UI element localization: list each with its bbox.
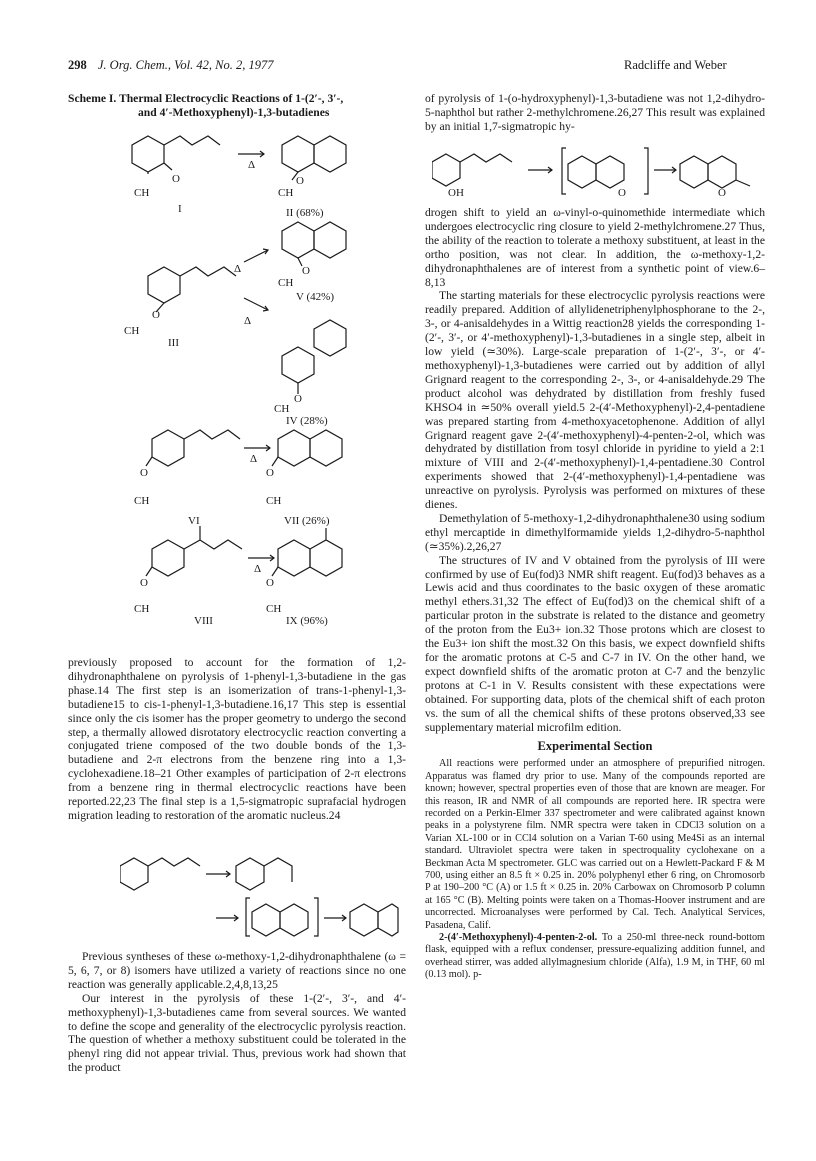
right-column-text-2	[425, 206, 765, 982]
delta-symbol: Δ	[254, 563, 262, 575]
paragraph: previously proposed to account for the formation of 1,2-dihydronaphthalene on pyrolysis of 1-phenyl-1,3-butadiene in the gas phase.14 The first step is an isomerization of trans-1-phenyl-1,3-butadiene15 to cis-1-phenyl-1,3-butadiene.16,17 This step is essential since only the cis isomer has the proper geometry to undergo the second step, a thermally allowed disrotatory electrocyclic reaction converting a conjugated triene composed of the two double bonds of the 1,3-butadiene and 2-π electrons from the benzene ring into a 1,3-cyclohexadiene.18–21 Other examples of participation of 2-π electrons from a benzene ring in thermal electrocyclic reactions have been reported.22,23 The final step is a 1,5-sigmatropic suprafacial hydrogen migration leading to restoration of the aromatic nucleus.24	[68, 656, 406, 822]
delta-symbol: Δ	[244, 315, 252, 327]
delta-symbol: Δ	[234, 263, 242, 275]
paragraph: drogen shift to yield an ω-vinyl-o-quinomethide intermediate which undergoes electrocyclic ring closure to yield 2-methylchromene.27 Thus, the ability of the reaction to tolerate a methoxy substituent, at least in the ortho position, was not clear. In addition, the ω-methoxy-1,2-dihydronaphthalenes are of interest from a synthetic point of view.6–8,13	[425, 206, 765, 289]
mechanism-diagram-left	[120, 848, 400, 938]
running-header-authors: Radcliffe and Weber	[624, 58, 727, 72]
hydroxyl-label: OH	[448, 187, 464, 198]
scheme-title-line2: and 4′-Methoxyphenyl)-1,3-butadienes	[138, 105, 330, 119]
atom-O: O	[140, 577, 148, 589]
atom-O: O	[718, 187, 726, 198]
paragraph: Our interest in the pyrolysis of these 1-(2′-, 3′-, and 4′-methoxyphenyl)-1,3-butadienes came from several sources. We wanted to define the scope and generality of the electrocyclic pyrolysis reaction. The question of whether a methoxy substituent could be tolerated in the phenyl ring did not appear trivial. Thus, previous work had shown that the product	[68, 991, 406, 1075]
compound-VIII-structure	[146, 526, 242, 576]
compound-II-structure	[282, 136, 346, 180]
atom-O: O	[172, 173, 180, 185]
compound-label-VII: VII (26%)	[284, 515, 330, 527]
compound-III-structure	[148, 267, 236, 312]
paragraph-small	[425, 932, 765, 982]
atom-O: O	[296, 175, 304, 187]
procedure-title: 2-(4′-Methoxyphenyl)-4-penten-2-ol.	[439, 932, 598, 944]
paragraph: of pyrolysis of 1-(o-hydroxyphenyl)-1,3-butadiene was not 1,2-dihydro-5-naphthol but rather 2-methylchromene.26,27 This result was explained by an initial 1,7-sigmatropic hy-	[425, 92, 765, 133]
atom-CH3: CH	[266, 603, 282, 615]
section-heading-experimental: Experimental Section	[537, 739, 653, 754]
atom-O: O	[302, 265, 310, 277]
paragraph: The structures of IV and V obtained from the pyrolysis of III were confirmed by use of Eu(fod)3 NMR shift reagent. Eu(fod)3 behaves as a Lewis acid and thus coordinates to the basic oxygen of these aromatic methyl ethers.31,32 The effect of Eu(fod)3 on the chemical shift of a particular proton in the substrate is related to the distance and geometry of the proton from the Eu3+ ion.32 Those protons which are closest to the Eu3+ ion shift the most.32 On this basis, we expect downfield shifts for the aromatic protons at C-5 and C-7 in IV. On the other hand, we expect downfield shifts of the aromatic proton at C-7 and the benzylic protons at C-1 in V. Results consistent with these expectations were obtained. For supporting data, plots of the chemical shift of each proton vs. the sum of all the chemical shifts of these protons observed,33 see supplementary material microfilm edition.	[425, 553, 765, 734]
atom-CH3: CH	[134, 187, 150, 199]
compound-label-I: I	[178, 203, 182, 215]
atom-CH3: CH	[274, 403, 290, 415]
delta-symbol: Δ	[248, 159, 256, 171]
compound-label-II: II (68%)	[286, 207, 324, 219]
atom-CH3: CH	[124, 325, 140, 337]
page-number: 298	[68, 58, 87, 72]
compound-IX-structure	[272, 528, 342, 576]
atom-O: O	[294, 393, 302, 405]
atom-CH3: CH	[266, 495, 282, 507]
paragraph-small: All reactions were performed under an atmosphere of prepurified nitrogen. Apparatus was flamed dry prior to use. Many of the compounds reported are known; however, spectral properties even of those that are known are meager. For this reason, IR and NMR of all compounds are reported here. IR spectra were recorded on a Perkin-Elmer 337 spectrometer and were calibrated against known peaks in a polystyrene film. NMR spectra were taken in CDCl3 solution on a Varian XL-100 or in CCl4 solution on a Varian T-60 using Me4Si as an internal standard. Ultraviolet spectra were taken in spectroquality cyclohexane on a Beckman Acta M spectrometer. GLC was carried out on a Hewlett-Packard F & M 700, using either an 8.5 ft × 0.25 in. 20% polyphenyl ether 6 ring, on Chromosorb P at 190–200 °C (A) or 1.5 ft × 0.25 in. 20% Carbowax on Chromosorb P column at 165 °C (B). Melting points were taken on a Thomas-Hoover instrument and are uncorrected. Microanalyses were performed by Cal. Tech. Analytical Services, Pasadena, Calif.	[425, 758, 765, 931]
atom-O: O	[266, 577, 274, 589]
atom-O: O	[618, 187, 626, 198]
paragraph: Demethylation of 5-methoxy-1,2-dihydronaphthalene30 using sodium ethyl mercaptide in dimethylformamide yields 1,2-dihydro-5-naphthol (≃35%).2,26,27	[425, 511, 765, 553]
left-column-text	[68, 656, 406, 823]
compound-label-III: III	[168, 337, 179, 349]
left-column-text-2	[68, 950, 406, 1075]
compound-I-structure	[132, 136, 220, 174]
compound-IV-structure	[282, 320, 346, 394]
atom-CH3: CH	[134, 495, 150, 507]
journal-citation: J. Org. Chem., Vol. 42, No. 2, 1977	[97, 58, 274, 72]
atom-O: O	[152, 309, 160, 321]
compound-label-VIII: VIII	[194, 615, 213, 627]
atom-CH3: CH	[134, 603, 150, 615]
scheme-title	[68, 92, 368, 120]
atom-CH3: CH	[278, 187, 294, 199]
delta-symbol: Δ	[250, 453, 258, 465]
compound-label-V: V (42%)	[296, 291, 334, 303]
atom-O: O	[266, 467, 274, 479]
compound-V-structure	[282, 222, 346, 266]
atom-CH3: CH	[278, 277, 294, 289]
compound-VI-structure	[146, 430, 240, 466]
scheme-diagram	[68, 122, 408, 642]
procedure-text: To a 250-ml three-neck round-bottom flask, equipped with a reflux condenser, pressure-equalizing addition funnel, and overhead stirrer, was added allylmagnesium chloride (Alfa), 1.9 M, in THF, 60 ml (0.13 mol). p-	[425, 932, 765, 981]
paragraph: The starting materials for these electrocyclic pyrolysis reactions were readily prepared. Addition of allylidenetriphenylphosphorane to the 2-, 3-, or 4-anisaldehydes in a Wittig reaction28 yields the corresponding 1-(2′-, 3′-, or 4′-methoxyphenyl)-1,3-butadienes in a single step, albeit in low yield (≃30%). Large-scale preparation of 1-(2′-, 3′-, or 4′-methoxyphenyl)-1,3-butadienes were carried out by addition of allyl Grignard reagent to the corresponding 2-, 3-, or 4-anisaldehyde.29 The product alcohol was dehydrated by distillation from freshly fused KHSO4 in ≃50% overall yield.5 2-(4′-Methoxyphenyl)-2,4-pentadiene was prepared starting from 4-methoxyacetophenone. Addition of allyl Grignard reagent gave 2-(4′-methoxyphenyl)-4-penten-2-ol, which was dehydrated by distillation from tosyl chloride in pyridine to yield a 2:1 mixture of VIII and 2-(4′-methoxyphenyl)-1,4-pentadiene.30 Control experiments showed that 2-(4′-methoxyphenyl)-1,4-pentadiene was unreactive on pyrolysis. Pyrolysis was performed on mixtures of these dienes.	[425, 289, 765, 512]
scheme-title-line1: Scheme I. Thermal Electrocyclic Reactions of 1-(2′-, 3′-,	[68, 92, 344, 105]
running-header-left	[68, 58, 273, 73]
compound-label-VI: VI	[188, 515, 200, 527]
compound-label-IX: IX (96%)	[286, 615, 328, 627]
compound-label-IV: IV (28%)	[286, 415, 328, 427]
compound-VII-structure	[272, 430, 342, 466]
atom-O: O	[140, 467, 148, 479]
chromene-mechanism-diagram	[432, 142, 766, 198]
paragraph: Previous syntheses of these ω-methoxy-1,2-dihydronaphthalene (ω = 5, 6, 7, or 8) isomers have utilized a variety of reactions since no one reaction was generally applicable.2,4,8,13,25	[68, 950, 406, 991]
right-column-text	[425, 92, 765, 134]
